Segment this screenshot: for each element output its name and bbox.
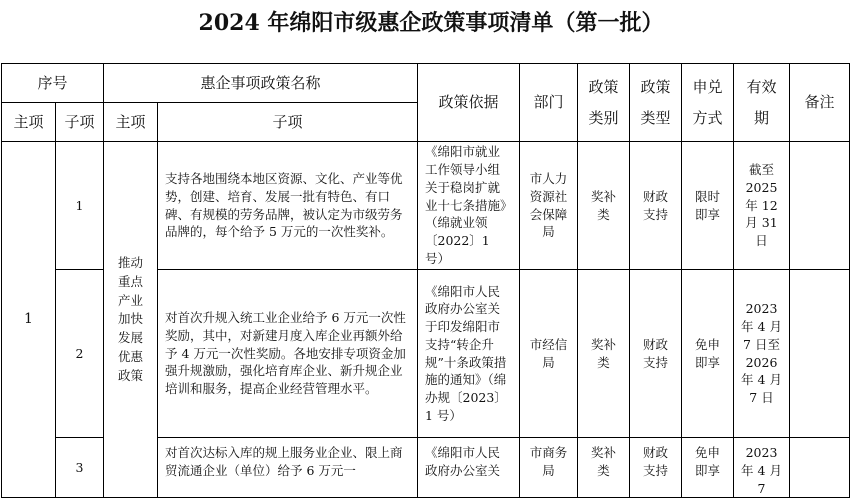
method-header-line1: 申兑	[692, 78, 723, 97]
type-header	[630, 64, 682, 142]
valid-cell: 截至 2025 年 12 月 31 日	[734, 142, 790, 270]
sub-item-cell: 对首次升规入统工业企业给予 6 万元一次性奖励，其中，对新建月度入库企业再额外给予 4 万元一次性奖励。各地安排专项资金加强升规激励，强化培育库企业、新升规企业培训和服务，提高企业经营管理水平。	[158, 270, 418, 438]
remark-cell	[790, 438, 850, 498]
table-row	[2, 142, 850, 270]
main-seq-cell: 1	[2, 142, 56, 498]
basis-cell: 《绵阳市人民政府办公室关于印发绵阳市支持“转企升规”十条政策措施的通知》（绵办规〔2023〕1 号）	[418, 270, 520, 438]
category-cell: 奖补类	[578, 270, 630, 438]
category-header-line1: 政策	[588, 78, 619, 97]
seq-header: 序号	[2, 64, 104, 103]
category-cell: 奖补类	[578, 438, 630, 498]
main-item-name: 推动重点产业加快发展优惠政策	[117, 255, 143, 383]
type-header-line1: 政策	[640, 78, 671, 97]
sub-seq-cell: 2	[56, 270, 104, 438]
dept-cell: 市经信局	[520, 270, 578, 438]
policy-name-header: 惠企事项政策名称	[104, 64, 418, 103]
valid-cell: 2023 年 4 月 7 日至 2026 年 4 月 7 日	[734, 270, 790, 438]
valid-header	[734, 64, 790, 142]
basis-cell: 《绵阳市就业工作领导小组关于稳岗扩就业十七条措施》（绵就业领〔2022〕1 号）	[418, 142, 520, 270]
header-row-1	[2, 64, 850, 103]
method-cell: 免申即享	[682, 270, 734, 438]
valid-header-line1: 有效	[746, 78, 777, 97]
method-cell: 限时即享	[682, 142, 734, 270]
method-header-line2: 方式	[692, 108, 723, 127]
category-header-line2: 类别	[588, 108, 619, 127]
main-seq-header: 主项	[2, 103, 56, 142]
sub-item-cell: 支持各地围绕本地区资源、文化、产业等优势，创建、培育、发展一批有特色、有口碑、有规模的劳务品牌，被认定为市级劳务品牌的，每个给予 5 万元的一次性奖补。	[158, 142, 418, 270]
basis-cell: 《绵阳市人民政府办公室关	[418, 438, 520, 498]
sub-seq-cell: 3	[56, 438, 104, 498]
sub-seq-header: 子项	[56, 103, 104, 142]
category-header	[578, 64, 630, 142]
valid-header-line2: 期	[753, 108, 769, 127]
sub-seq-cell: 1	[56, 142, 104, 270]
document-title: 2024 年绵阳市级惠企政策事项清单（第一批）	[198, 10, 664, 36]
main-item-cell	[104, 142, 158, 498]
method-cell: 免申即享	[682, 438, 734, 498]
dept-cell: 市人力资源社会保障局	[520, 142, 578, 270]
dept-cell: 市商务局	[520, 438, 578, 498]
remark-header: 备注	[790, 64, 850, 142]
category-cell: 奖补类	[578, 142, 630, 270]
valid-cell: 2023 年 4 月 7	[734, 438, 790, 498]
main-item-header: 主项	[104, 103, 158, 142]
basis-header: 政策依据	[418, 64, 520, 142]
sub-item-cell: 对首次达标入库的规上服务业企业、限上商贸流通企业（单位）给予 6 万元一	[158, 438, 418, 498]
sub-item-header: 子项	[158, 103, 418, 142]
remark-cell	[790, 270, 850, 438]
dept-header: 部门	[520, 64, 578, 142]
type-cell: 财政支持	[630, 142, 682, 270]
policy-table	[1, 63, 850, 498]
remark-cell	[790, 142, 850, 270]
method-header	[682, 64, 734, 142]
type-cell: 财政支持	[630, 270, 682, 438]
type-header-line2: 类型	[640, 108, 671, 127]
type-cell: 财政支持	[630, 438, 682, 498]
